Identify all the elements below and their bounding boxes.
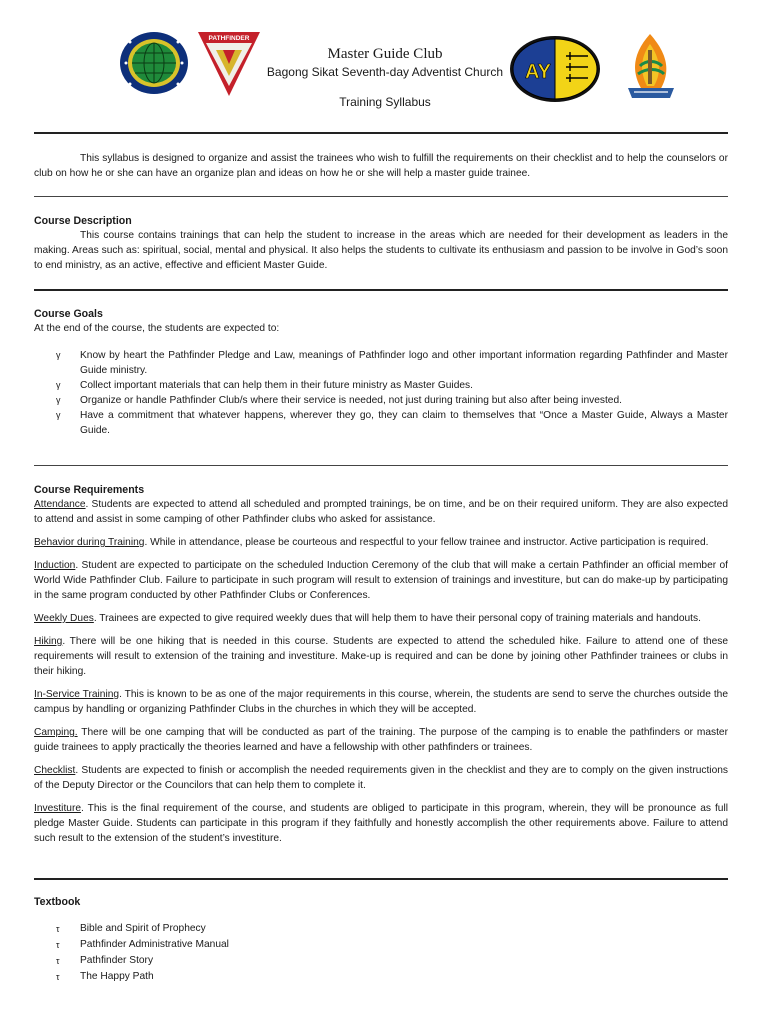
requirement-investiture <box>34 801 728 846</box>
bullet-glyph: τ <box>56 924 60 934</box>
intro-paragraph: This syllabus is designed to organize and assist the trainees who wish to fulfill the requirements on their checklist and to help the counselors or club on how he or she can have an organize plan and ideas on how he or she will help a master guide trainee. <box>34 153 728 179</box>
course-description-section <box>34 214 728 273</box>
requirement-text: . Students are expected to attend all scheduled and prompted trainings, be on time, and be on their required uniform. They are also expected to attend and assist in some camping of other Pathfinder clubs who asked for assistance. <box>34 499 728 525</box>
requirement-weekly-dues <box>34 611 728 626</box>
list-item <box>34 937 728 953</box>
header-divider <box>34 132 728 134</box>
requirement-attendance <box>34 497 728 527</box>
bullet-glyph: τ <box>56 940 60 950</box>
requirement-text: There will be one camping that will be conducted as part of the training. The purpose of the camping is to enable the pathfinders or master guide trainees to apply practically the theories learned and have a fellowship with other pathfinders or trainees. <box>34 727 728 753</box>
course-description-text: This course contains trainings that can help the student to increase in the areas which are needed for their development as leaders in the making. Areas such as: spiritual, social, mental and physical. It also helps the students to cultivate its enthusiasm and passion to be involve in God’s soon to end ministry, as an active, effective and efficient Master Guide. <box>34 230 728 271</box>
divider-1 <box>34 196 728 197</box>
requirement-text: . Student are expected to participate on the scheduled Induction Ceremony of the club that will make a certain Pathfinder an official member of World Wide Pathfinder Club. Failure to participate in such program will result to extension of trainings and investiture, but can do make-up by participating in the same program conducted by other Pathfinder Clubs or Conferences. <box>34 560 728 601</box>
requirement-text: . This is known to be as one of the major requirements in this course, wherein, the students are send to serve the churches outside the campus by handling or organizing Pathfinder Clubs in the churches in which they will be accepted. <box>34 689 728 715</box>
requirement-label: Camping. <box>34 727 78 738</box>
ay-logo-text: AY <box>525 61 551 83</box>
divider-2 <box>34 289 728 291</box>
bullet-glyph: γ <box>56 380 61 390</box>
goal-text: Know by heart the Pathfinder Pledge and Law, meanings of Pathfinder logo and other important information regarding Pathfinder and Master Guide ministry. <box>80 350 728 376</box>
course-goals-intro: At the end of the course, the students are expected to: <box>34 323 280 334</box>
requirement-text: . This is the final requirement of the course, and students are obliged to participate in this program, wherein, they will be pronounce as full pledge Master Guide. Students can participate in this program if they faithfully and honestly accomplish the other requirements above. Failure to attend such result to the extension of the student’s investiture. <box>34 803 728 844</box>
church-name: Bagong Sikat Seventh-day Adventist Church <box>266 65 504 79</box>
document-subtitle: Training Syllabus <box>339 95 431 109</box>
bullet-glyph: γ <box>56 395 61 405</box>
bullet-glyph: γ <box>56 410 61 420</box>
pathfinder-logo-text: PATHFINDER <box>208 35 250 42</box>
goal-text: Collect important materials that can help them in their future ministry as Master Guides. <box>80 380 473 391</box>
pathfinder-triangle-logo <box>196 30 262 98</box>
course-goals-section <box>34 307 728 438</box>
course-goals-heading: Course Goals <box>34 308 103 320</box>
requirement-hiking <box>34 634 728 679</box>
list-item <box>34 408 728 438</box>
bullet-glyph: τ <box>56 972 60 982</box>
course-goals-list <box>34 348 728 438</box>
ay-emblem <box>508 34 602 104</box>
list-item <box>34 969 728 985</box>
requirement-label: Attendance <box>34 499 86 510</box>
requirement-induction <box>34 558 728 603</box>
requirement-checklist <box>34 763 728 793</box>
club-title: Master Guide Club <box>327 46 443 62</box>
requirement-label: Weekly Dues <box>34 613 94 624</box>
divider-3 <box>34 465 728 466</box>
divider-4 <box>34 878 728 880</box>
textbook-list <box>34 921 728 985</box>
requirement-label: Investiture <box>34 803 81 814</box>
list-item <box>34 953 728 969</box>
course-requirements-heading: Course Requirements <box>34 484 145 496</box>
list-item <box>34 378 728 393</box>
requirement-text: . Trainees are expected to give required weekly dues that will help them to have their personal copy of training materials and handouts. <box>93 613 701 624</box>
course-description-heading: Course Description <box>34 215 132 227</box>
requirement-label: Checklist <box>34 765 76 776</box>
header-block <box>255 44 515 110</box>
requirement-label: Induction <box>34 560 76 571</box>
list-item <box>34 393 728 408</box>
requirement-text: . Students are expected to finish or accomplish the needed requirements given in the checklist and they are to comply on the given instructions of the Deputy Director or the Councilors that can help them to complete it. <box>34 765 728 791</box>
requirement-camping <box>34 725 728 755</box>
textbook-title: Pathfinder Administrative Manual <box>80 939 229 950</box>
sda-church-logo <box>620 30 682 104</box>
requirement-behavior <box>34 535 728 550</box>
textbook-title: Bible and Spirit of Prophecy <box>80 923 206 934</box>
list-item <box>34 921 728 937</box>
goal-text: Have a commitment that whatever happens, wherever they go, they can claim to themselves that “Once a Master Guide, Always a Master Guide. <box>80 410 728 436</box>
textbook-section <box>34 895 728 985</box>
textbook-heading: Textbook <box>34 896 81 908</box>
requirement-label: Hiking <box>34 636 63 647</box>
requirement-text: . While in attendance, please be courteous and respectful to your fellow trainee and instructor. Active participation is required. <box>144 537 709 548</box>
requirement-label: Behavior during Training <box>34 537 145 548</box>
textbook-title: Pathfinder Story <box>80 955 154 966</box>
bullet-glyph: γ <box>56 350 61 360</box>
bullet-glyph: τ <box>56 956 60 966</box>
master-guide-emblem <box>118 30 190 96</box>
requirement-in-service <box>34 687 728 717</box>
course-requirements-section <box>34 483 728 854</box>
goal-text: Organize or handle Pathfinder Club/s where their service is needed, not just during training but also after being invested. <box>80 395 622 406</box>
requirement-label: In-Service Training <box>34 689 120 700</box>
textbook-title: The Happy Path <box>80 971 154 982</box>
list-item <box>34 348 728 378</box>
requirement-text: . There will be one hiking that is needed in this course. Students are expected to attend the scheduled hike. Failure to attend one of these requirements will result to extension of the training and investiture. Make-up is required and can be done by joining other Pathfinder trainees or clubs in their hiking. <box>34 636 728 677</box>
